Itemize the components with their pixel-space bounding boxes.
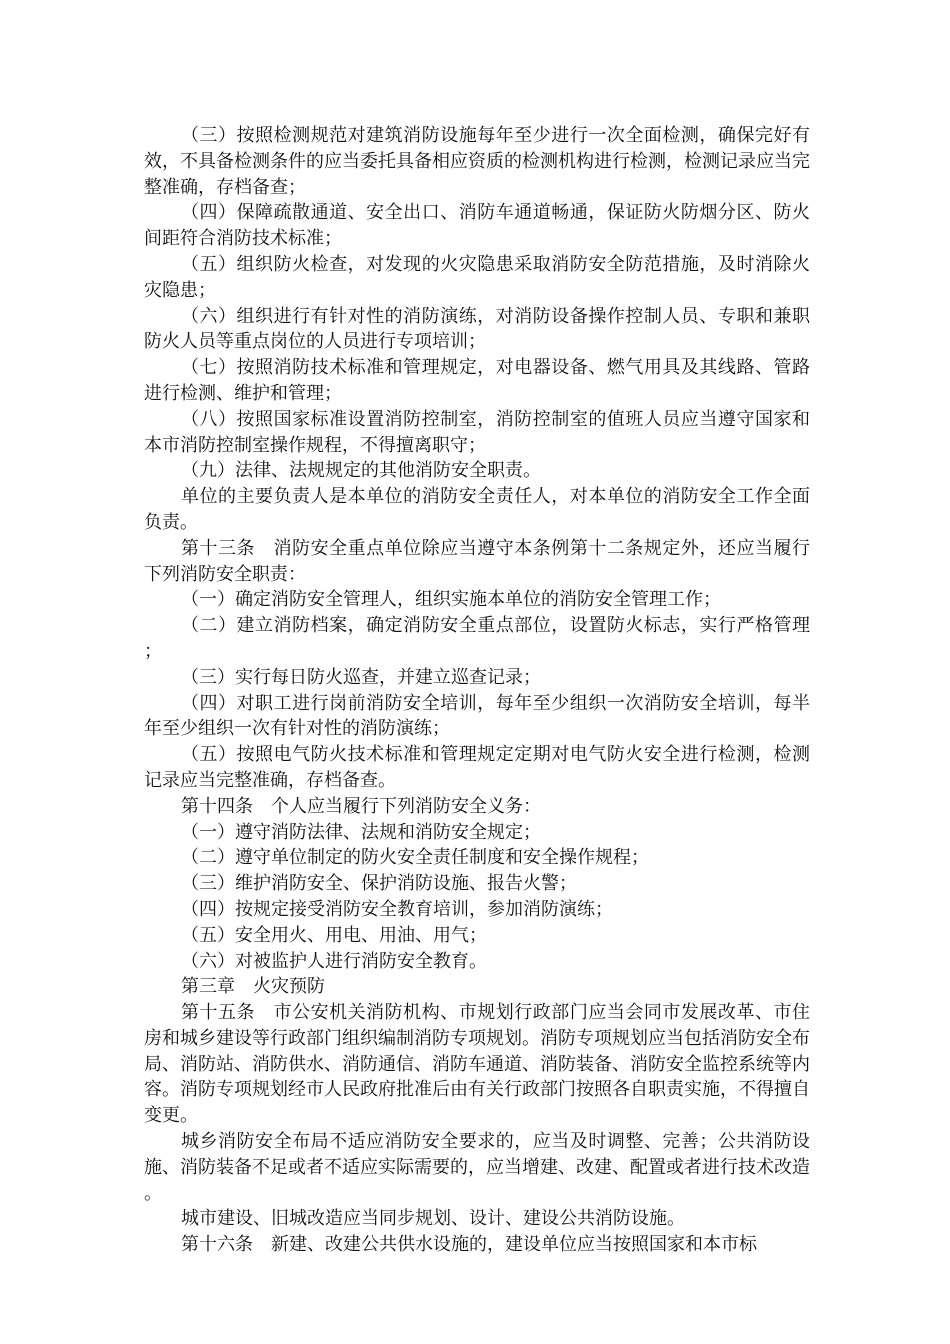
paragraph-item-7-equipment: （七）按照消防技术标准和管理规定，对电器设备、燃气用具及其线路、管路进行检测、维护和管理；: [144, 357, 810, 404]
paragraph-article-13-item-4: （四）对职工进行岗前消防安全培训，每年至少组织一次消防安全培训，每半年至少组织一次有针对性的消防演练；: [144, 692, 810, 740]
paragraph-article-13-item-2: （二）建立消防档案，确定消防安全重点部位，设置防火标志，实行严格管理；: [144, 615, 810, 662]
paragraph-article-14-item-4: （四）按规定接受消防安全教育培训，参加消防演练；: [181, 898, 613, 920]
paragraph-item-6-drills: （六）组织进行有针对性的消防演练，对消防设备操作控制人员、专职和兼职防火人员等重点岗位的人员进行专项培训；: [144, 305, 810, 353]
document-page: [144, 123, 810, 1258]
paragraph-urban-construction: 城市建设、旧城改造应当同步规划、设计、建设公共消防设施。: [181, 1208, 685, 1230]
paragraph-item-5-inspection: （五）组织防火检查，对发现的火灾隐患采取消防安全防范措施，及时消除火灾隐患；: [144, 253, 810, 301]
paragraph-article-13-item-5: （五）按照电气防火技术标准和管理规定定期对电气防火安全进行检测，检测记录应当完整准确，存档备查。: [144, 744, 810, 791]
paragraph-item-3-testing: （三）按照检测规范对建筑消防设施每年至少进行一次全面检测，确保完好有效，不具备检测条件的应当委托具备相应资质的检测机构进行检测，检测记录应当完整准确，存档备查；: [144, 125, 810, 198]
chapter-heading: 第三章 火灾预防: [181, 976, 325, 998]
paragraph-article-14-item-1: （一）遵守消防法律、法规和消防安全规定；: [181, 821, 541, 843]
paragraph-article-15: 第十五条 市公安机关消防机构、市规划行政部门应当会同市发展改革、市住房和城乡建设等行政部门组织编制消防专项规划。消防专项规划应当包括消防安全布局、消防站、消防供水、消防通信、消防车通道、消防装备、消防安全监控系统等内容。消防专项规划经市人民政府批准后由有关行政部门按照各自职责实施，不得擅自变更。: [144, 1002, 810, 1127]
paragraph-urban-rural-layout: 城乡消防安全布局不适应消防安全要求的，应当及时调整、完善；公共消防设施、消防装备不足或者不适应实际需要的，应当增建、改建、配置或者进行技术改造。: [144, 1131, 810, 1204]
paragraph-item-4-evacuation: （四）保障疏散通道、安全出口、消防车通道畅通，保证防火防烟分区、防火间距符合消防技术标准；: [144, 202, 810, 250]
paragraph-article-13: 第十三条 消防安全重点单位除应当遵守本条例第十二条规定外，还应当履行下列消防安全职责：: [144, 537, 810, 585]
paragraph-article-13-item-1: （一）确定消防安全管理人，组织实施本单位的消防安全管理工作；: [181, 589, 721, 611]
paragraph-article-14-item-3: （三）维护消防安全、保护消防设施、报告火警；: [181, 873, 577, 895]
paragraph-article-14-item-6: （六）对被监护人进行消防安全教育。: [181, 950, 487, 972]
paragraph-article-14-item-5: （五）安全用火、用电、用油、用气；: [181, 924, 487, 946]
paragraph-responsible-person: 单位的主要负责人是本单位的消防安全责任人，对本单位的消防安全工作全面负责。: [144, 486, 810, 533]
paragraph-item-8-control-room: （八）按照国家标准设置消防控制室，消防控制室的值班人员应当遵守国家和本市消防控制室操作规程，不得擅离职守；: [144, 408, 810, 456]
paragraph-article-13-item-3: （三）实行每日防火巡查，并建立巡查记录；: [181, 666, 541, 688]
paragraph-article-14: 第十四条 个人应当履行下列消防安全义务：: [181, 795, 541, 817]
paragraph-article-16: 第十六条 新建、改建公共供水设施的，建设单位应当按照国家和本市标: [181, 1234, 757, 1256]
paragraph-article-14-item-2: （二）遵守单位制定的防火安全责任制度和安全操作规程；: [181, 847, 649, 869]
paragraph-item-9-other-duties: （九）法律、法规规定的其他消防安全职责。: [181, 460, 541, 482]
